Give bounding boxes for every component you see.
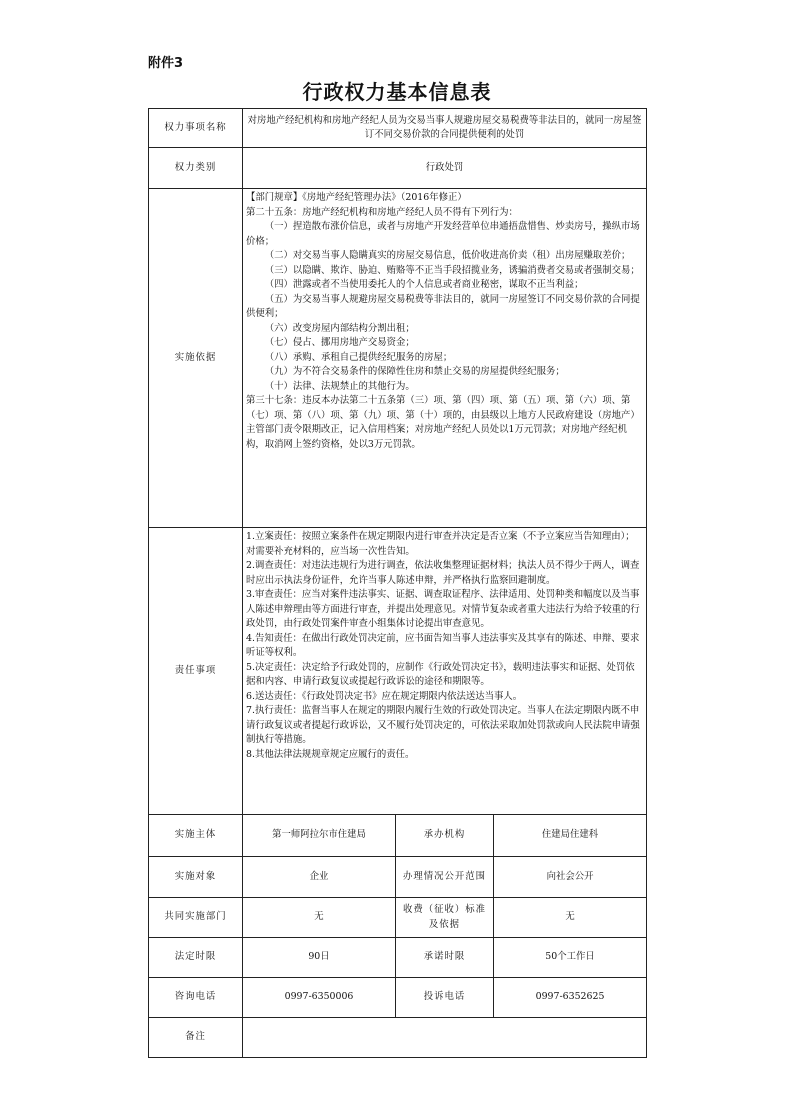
remarks-value	[243, 1018, 647, 1058]
attachment-label: 附件3	[148, 56, 184, 71]
responsibility-line: 2.调查责任：对违法违规行为进行调查，依法收集整理证据材料；执法人员不得少于两人，调查时应出示执法身份证件，允许当事人陈述申辩，并严格执行监察回避制度。	[246, 560, 640, 586]
basis-line: 第二十五条：房地产经纪机构和房地产经纪人员不得有下列行为：	[246, 206, 518, 218]
legal-time-value: 90日	[243, 938, 396, 978]
basis-line: （四）泄露或者不当使用委托人的个人信息或者商业秘密，谋取不正当利益；	[264, 279, 584, 290]
page-title: 行政权力基本信息表	[302, 80, 492, 104]
responsibility-line: 8.其他法律法规规章规定应履行的责任。	[246, 748, 415, 760]
promised-time-label: 承诺时限	[396, 938, 494, 978]
responsibility-line: 5.决定责任：决定给予行政处罚的，应制作《行政处罚决定书》，载明违法事实和证据、处罚依据和内容、申请行政复议或提起行政诉讼的途径和期限等。	[246, 661, 635, 687]
matter-name-label: 权力事项名称	[149, 109, 243, 148]
subject-label: 实施主体	[149, 815, 243, 857]
basis-line: （三）以隐瞒、欺诈、胁迫、贿赂等不正当手段招揽业务，诱骗消费者交易或者强制交易；	[264, 264, 640, 276]
joint-label: 共同实施部门	[149, 898, 243, 938]
consult-phone-label: 咨询电话	[149, 978, 243, 1018]
matter-name-value: 对房地产经纪机构和房地产经纪人员为交易当事人规避房屋交易税费等非法目的，就同一房屋签订不同交易价款的合同提供便利的处罚	[243, 109, 647, 148]
complaint-phone-value: 0997-6352625	[494, 978, 647, 1018]
row-target	[149, 857, 647, 898]
responsibility-line: 4.告知责任：在做出行政处罚决定前，应书面告知当事人违法事实及其享有的陈述、申辩、要求听证等权利。	[246, 632, 640, 658]
target-label: 实施对象	[149, 857, 243, 898]
category-label: 权力类别	[149, 148, 243, 189]
row-time-limit	[149, 938, 647, 978]
responsibility-label: 责任事项	[149, 528, 243, 815]
basis-line: （八）承购、承租自己提供经纪服务的房屋；	[264, 351, 453, 363]
basis-line: （七）侵占、挪用房地产交易资金；	[264, 337, 415, 348]
basis-line: （五）为交易当事人规避房屋交易税费等非法目的，就同一房屋签订不同交易价款的合同提供便利；	[246, 293, 640, 319]
disclosure-value: 向社会公开	[494, 857, 647, 898]
basis-line: （一）捏造散布涨价信息，或者与房地产开发经营单位串通捂盘惜售、炒卖房号，操纵市场价格；	[246, 221, 640, 247]
basis-line: （二）对交易当事人隐瞒真实的房屋交易信息，低价收进高价卖（租）出房屋赚取差价；	[264, 250, 631, 261]
row-phone	[149, 978, 647, 1018]
basis-line: 【部门规章】《房地产经纪管理办法》（2016年修正）	[246, 192, 467, 203]
basis-line: （十）法律、法规禁止的其他行为。	[264, 380, 415, 392]
promised-time-value: 50个工作日	[494, 938, 647, 978]
complaint-phone-label: 投诉电话	[396, 978, 494, 1018]
subject-value: 第一师阿拉尔市住建局	[243, 815, 396, 857]
row-matter-name	[149, 109, 647, 148]
category-value: 行政处罚	[243, 148, 647, 189]
target-value: 企业	[243, 857, 396, 898]
responsibility-line: 1.立案责任：按照立案条件在规定期限内进行审查并决定是否立案（不予立案应当告知理由）；对需要补充材料的，应当场一次性告知。	[246, 531, 635, 557]
responsibility-line: 7.执行责任：监督当事人在规定的期限内履行生效的行政处罚决定。当事人在法定期限内既不申请行政复议或者提起行政诉讼，又不履行处罚决定的，可依法采取加处罚款或向人民法院申请强制执行等措施。	[246, 705, 640, 745]
responsibility-content	[243, 528, 647, 815]
fee-label: 收费（征收）标准及依据	[396, 898, 494, 938]
row-subject	[149, 815, 647, 857]
row-joint	[149, 898, 647, 938]
basis-line: 第三十七条：违反本办法第二十五条第（三）项、第（四）项、第（五）项、第（六）项、第（七）项、第（八）项、第（九）项、第（十）项的，由县级以上地方人民政府建设（房地产）主管部门责令限期改正，记入信用档案；对房地产经纪人员处以1万元罚款；对房地产经纪机构，取消网上签约资格，处以3万元罚款。	[246, 395, 640, 450]
joint-value: 无	[243, 898, 396, 938]
undertaker-label: 承办机构	[396, 815, 494, 857]
responsibility-line: 3.审查责任：应当对案件违法事实、证据、调查取证程序、法律适用、处罚种类和幅度以及当事人陈述申辩理由等方面进行审查，并提出处理意见。对情节复杂或者重大违法行为给予较重的行政处罚，由行政处罚案件审查小组集体讨论提出审查意见。	[246, 589, 640, 629]
undertaker-value: 住建局住建科	[494, 815, 647, 857]
row-remarks	[149, 1018, 647, 1058]
consult-phone-value: 0997-6350006	[243, 978, 396, 1018]
responsibility-line: 6.送达责任：《行政处罚决定书》应在规定期限内依法送达当事人。	[246, 690, 523, 702]
info-table	[148, 108, 647, 1058]
basis-line: （九）为不符合交易条件的保障性住房和禁止交易的房屋提供经纪服务；	[264, 366, 565, 377]
fee-value: 无	[494, 898, 647, 938]
disclosure-label: 办理情况公开范围	[396, 857, 494, 898]
remarks-label: 备注	[149, 1018, 243, 1058]
row-basis	[149, 189, 647, 528]
row-responsibility	[149, 528, 647, 815]
row-category	[149, 148, 647, 189]
basis-content	[243, 189, 647, 528]
basis-line: （六）改变房屋内部结构分割出租；	[264, 322, 415, 334]
basis-label: 实施依据	[149, 189, 243, 528]
legal-time-label: 法定时限	[149, 938, 243, 978]
